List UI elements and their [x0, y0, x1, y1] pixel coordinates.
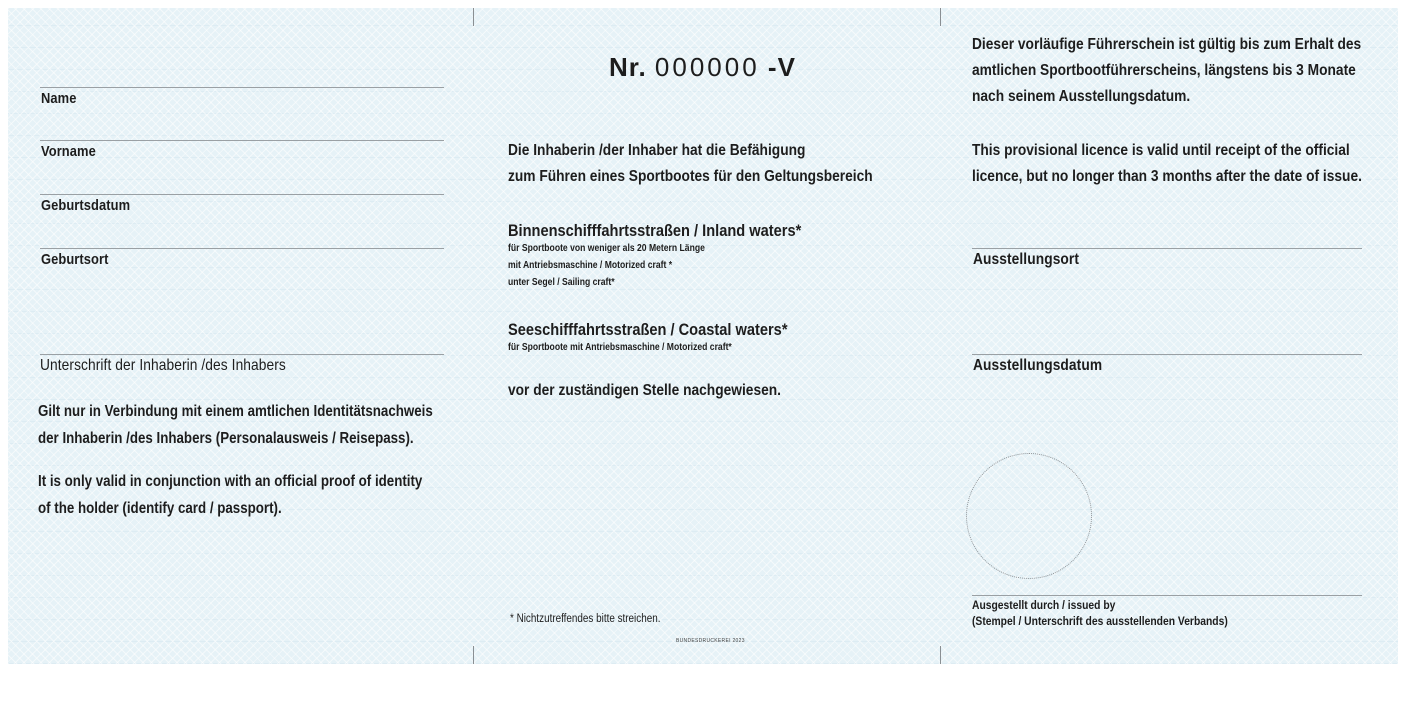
strike-footnote: * Nichtzutreffendes bitte streichen. [510, 613, 661, 625]
signature-label: Unterschrift der Inhaberin /des Inhabers [40, 357, 286, 374]
identity-note-de-2: der Inhaberin /des Inhabers (Personalausweis / Reisepass). [38, 430, 414, 447]
identity-note-de-1: Gilt nur in Verbindung mit einem amtlichen Identitätsnachweis [38, 403, 433, 420]
geburtsdatum-label: Geburtsdatum [41, 197, 131, 214]
identity-note-en-2: of the holder (identify card / passport). [38, 500, 282, 517]
inland-detail-motorized: mit Antriebsmaschine / Motorized craft * [508, 260, 673, 271]
issue-date-label: Ausstellungsdatum [973, 357, 1103, 374]
issuer-field-line[interactable] [972, 595, 1362, 596]
geburtsdatum-field-line[interactable] [40, 194, 444, 195]
name-field-line[interactable] [40, 87, 444, 88]
licence-sheet [8, 8, 1398, 664]
issue-place-field-line[interactable] [972, 248, 1362, 249]
validity-en-2: licence, but no longer than 3 months after the date of issue. [972, 168, 1362, 185]
validity-de-2: amtlichen Sportbootführerscheins, längstens bis 3 Monate [972, 62, 1356, 79]
fold-mark-bottom-left [473, 646, 474, 664]
qualification-intro-1: Die Inhaberin /der Inhaber hat die Befähigung [508, 142, 806, 159]
stamp-area[interactable] [966, 453, 1092, 579]
validity-de-1: Dieser vorläufige Führerschein ist gültig bis zum Erhalt des [972, 36, 1362, 53]
fold-mark-bottom-right [940, 646, 941, 664]
issue-place-label: Ausstellungsort [973, 251, 1080, 268]
inland-detail-sailing: unter Segel / Sailing craft* [508, 277, 615, 288]
inland-detail-length: für Sportboote von weniger als 20 Metern Länge [508, 243, 705, 254]
document-number [609, 52, 796, 83]
document-number-prefix: Nr. [609, 52, 647, 82]
vorname-field-line[interactable] [40, 140, 444, 141]
document-number-digits: 000000 [654, 52, 760, 82]
document-number-suffix: -V [767, 52, 796, 82]
issue-date-field-line[interactable] [972, 354, 1362, 355]
qualification-intro-2: zum Führen eines Sportbootes für den Geltungsbereich [508, 168, 873, 185]
coastal-detail-motorized: für Sportboote mit Antriebsmaschine / Motorized craft* [508, 342, 732, 353]
issued-by-line-1: Ausgestellt durch / issued by [972, 598, 1116, 612]
geburtsort-label: Geburtsort [41, 251, 109, 268]
identity-note-en-1: It is only valid in conjunction with an official proof of identity [38, 473, 423, 490]
validity-de-3: nach seinem Ausstellungsdatum. [972, 88, 1191, 105]
fold-mark-top-left [473, 8, 474, 26]
proof-statement: vor der zuständigen Stelle nachgewiesen. [508, 382, 781, 399]
inland-waters-heading: Binnenschifffahrtsstraßen / Inland waters* [508, 221, 802, 240]
signature-field-line[interactable] [40, 354, 444, 355]
issued-by-line-2: (Stempel / Unterschrift des ausstellenden Verbands) [972, 614, 1228, 628]
vorname-label: Vorname [41, 143, 96, 160]
coastal-waters-heading: Seeschifffahrtsstraßen / Coastal waters* [508, 320, 788, 339]
validity-en-1: This provisional licence is valid until receipt of the official [972, 142, 1350, 159]
fold-mark-top-right [940, 8, 941, 26]
printer-imprint: BUNDESDRUCKEREI 2023 [676, 638, 745, 644]
name-label: Name [41, 90, 77, 107]
geburtsort-field-line[interactable] [40, 248, 444, 249]
